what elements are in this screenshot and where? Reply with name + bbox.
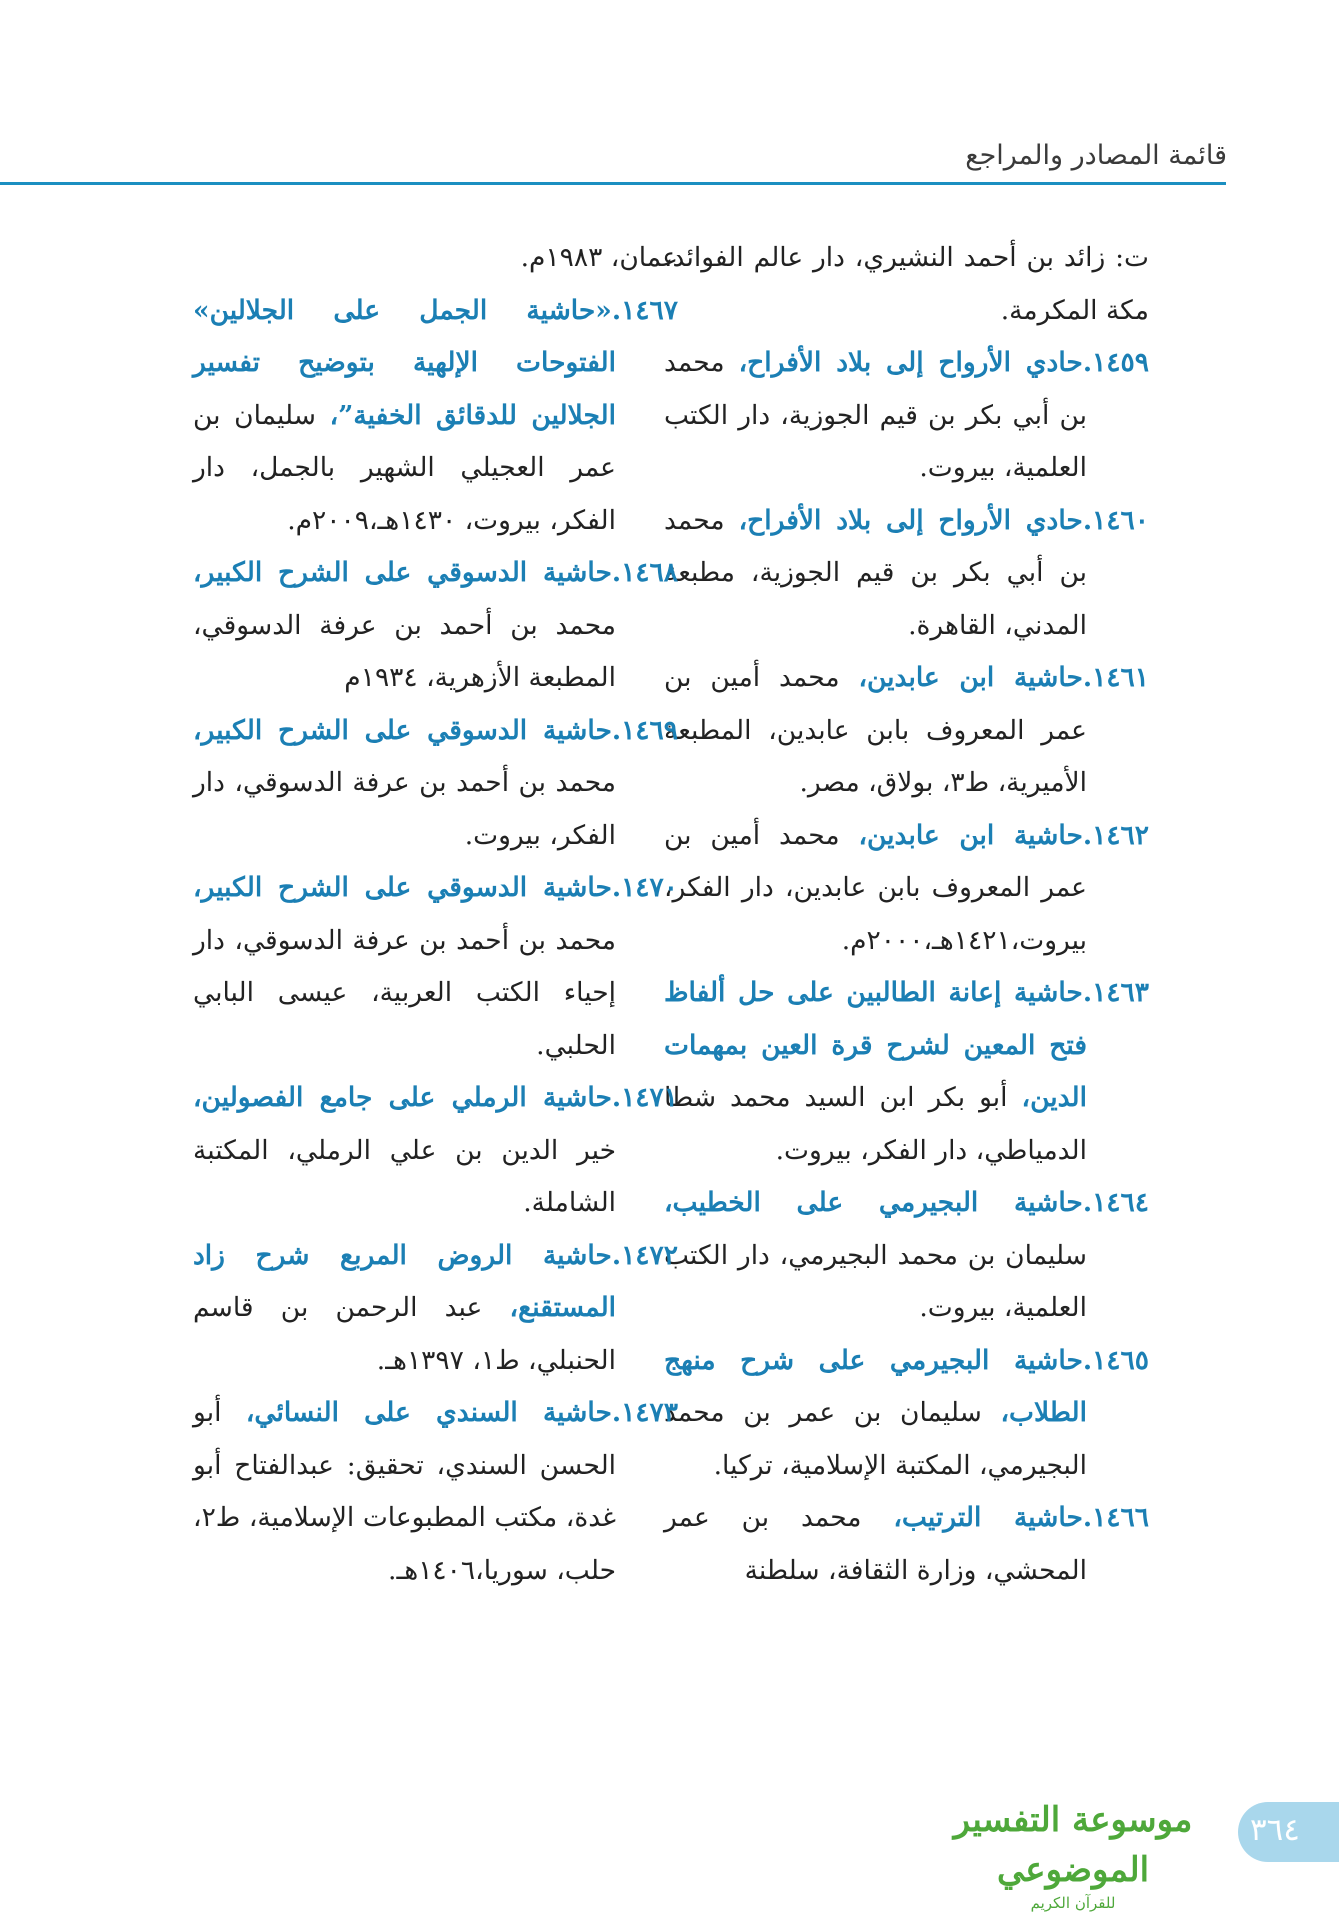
reference-entry-1470 (193, 862, 678, 1072)
entry-number: ١٤٦٧. (611, 294, 678, 326)
entry-number: ١٤٦٥. (1082, 1344, 1149, 1376)
logo-title: موسوعة التفسير الموضوعي (953, 1800, 1193, 1890)
entry-details: محمد أمين بن عمر المعروف بابن عابدين، دار الفكر، بيروت،١٤٢١هـ،٢٠٠٠م. (664, 819, 1087, 956)
entry-details: محمد بن أبي بكر بن قيم الجوزية، مطبعة المدني، القاهرة. (664, 504, 1087, 641)
entry-title: حاشية السندي على النسائي، (245, 1397, 612, 1428)
running-header: قائمة المصادر والمراجع (965, 140, 1227, 171)
entry-details: محمد بن أحمد بن عرفة الدسوقي، دار إحياء الكتب العربية، عيسى البابي الحلبي. (193, 924, 616, 1061)
entry-title: حادي الأرواح إلى بلاد الأفراح، (738, 347, 1083, 378)
entry-number: ١٤٧٣. (611, 1397, 678, 1428)
reference-entry-1460 (664, 495, 1149, 653)
entry-title: حاشية الدسوقي على الشرح الكبير، (193, 714, 612, 746)
reference-entry-1461 (664, 652, 1149, 810)
reference-entry-1469 (193, 705, 678, 863)
entry-details: محمد بن أحمد بن عرفة الدسوقي، المطبعة الأزهرية، ١٩٣٤م (193, 609, 616, 693)
entry-title: حاشية البجيرمي على شرح منهج الطلاب، (664, 1344, 1087, 1428)
entry-title: حاشية الدسوقي على الشرح الكبير، (193, 872, 612, 903)
right-column (664, 232, 1149, 1597)
entry-number: ١٤٦٨. (611, 557, 678, 588)
reference-entry-1464 (664, 1177, 1149, 1335)
reference-entry-1471 (193, 1072, 678, 1230)
entry-title: حاشية الروض المربع شرح زاد المستقنع، (193, 1239, 616, 1323)
entry-details: أبو بكر ابن السيد محمد شطا الدمياطي، دار الفكر، بيروت. (664, 1082, 1087, 1166)
entry-number: ١٤٦٣. (1082, 977, 1149, 1008)
entry-number: ١٤٧٠. (611, 872, 678, 903)
entry-title: حادي الأرواح إلى بلاد الأفراح، (738, 504, 1083, 536)
entry-details: سليمان بن عمر بن محمد البجيرمي، المكتبة الإسلامية، تركيا. (664, 1397, 1087, 1481)
entry-number: ١٤٧١. (611, 1082, 678, 1113)
entry-number: ١٤٦٦. (1082, 1502, 1149, 1533)
page-number: ٣٦٤ (1250, 1812, 1300, 1848)
entry-details: سليمان بن محمد البجيرمي، دار الكتب العلمية، بيروت. (664, 1239, 1087, 1323)
entry-number: ١٤٦٤. (1082, 1187, 1149, 1218)
entry-details: سليمان بن عمر العجيلي الشهير بالجمل، دار الفكر، بيروت، ١٤٣٠هـ،٢٠٠٩م. (193, 399, 616, 536)
logo-subtitle: للقرآن الكريم (1030, 1894, 1116, 1912)
entry-number: ١٤٦٩. (611, 714, 678, 746)
entry-title: حاشية ابن عابدين، (858, 662, 1083, 693)
entry-title: حاشية البجيرمي على الخطيب، (664, 1187, 1083, 1218)
left-column (193, 232, 678, 1597)
entry-title: «حاشية الجمل على الجلالين» الفتوحات الإلهية بتوضيح تفسير الجلالين للدقائق الخفية”، (193, 294, 616, 431)
reference-entry-1466 (664, 1492, 1149, 1597)
entry-details: محمد بن عمر المحشي، وزارة الثقافة، سلطنة (664, 1502, 1087, 1586)
entry-title: حاشية إعانة الطالبين على حل ألفاظ فتح المعين لشرح قرة العين بمهمات الدين، (664, 977, 1087, 1113)
entry-number: ١٤٦٢. (1082, 819, 1150, 851)
entry-title: حاشية ابن عابدين، (858, 819, 1083, 851)
encyclopedia-logo (938, 1795, 1208, 1912)
entry-details: عبد الرحمن بن قاسم الحنبلي، ط١، ١٣٩٧هـ. (193, 1292, 616, 1376)
entry-details: محمد بن أحمد بن عرفة الدسوقي، دار الفكر، بيروت. (193, 767, 616, 851)
entry-title: حاشية الرملي على جامع الفصولين، (193, 1082, 612, 1113)
entry-details: أبو الحسن السندي، تحقيق: عبدالفتاح أبو غدة، مكتب المطبوعات الإسلامية، ط٢، حلب، سوريا،١٤٠٦هـ. (193, 1397, 616, 1586)
entry-number: ١٤٦٠. (1082, 504, 1149, 536)
reference-entry-1472 (193, 1230, 678, 1388)
reference-entry-1473 (193, 1387, 678, 1597)
entry-number: ١٤٥٩. (1082, 347, 1149, 378)
continued-entry: عمان، ١٩٨٣م. (520, 242, 678, 273)
entry-details: محمد بن أبي بكر بن قيم الجوزية، دار الكتب العلمية، بيروت. (664, 347, 1087, 483)
entry-number: ١٤٦١. (1082, 662, 1150, 693)
reference-entry-1468 (193, 547, 678, 705)
reference-entry-1462 (664, 810, 1149, 968)
entry-details: خير الدين بن علي الرملي، المكتبة الشاملة. (193, 1134, 616, 1218)
entry-details: محمد أمين بن عمر المعروف بابن عابدين، المطبعة الأميرية، ط٣، بولاق، مصر. (664, 662, 1087, 798)
entry-number: ١٤٧٢. (611, 1239, 678, 1271)
continued-entry: ت: زائد بن أحمد النشيري، دار عالم الفوائد، مكة المكرمة. (664, 242, 1149, 326)
reference-entry-1465 (664, 1335, 1149, 1493)
reference-entry-1467 (193, 285, 678, 548)
header-rule (0, 182, 1226, 185)
entry-title: حاشية الدسوقي على الشرح الكبير، (193, 557, 612, 588)
reference-entry-1459 (664, 337, 1149, 495)
entry-title: حاشية الترتيب، (893, 1502, 1083, 1533)
reference-entry-1463 (664, 967, 1149, 1177)
